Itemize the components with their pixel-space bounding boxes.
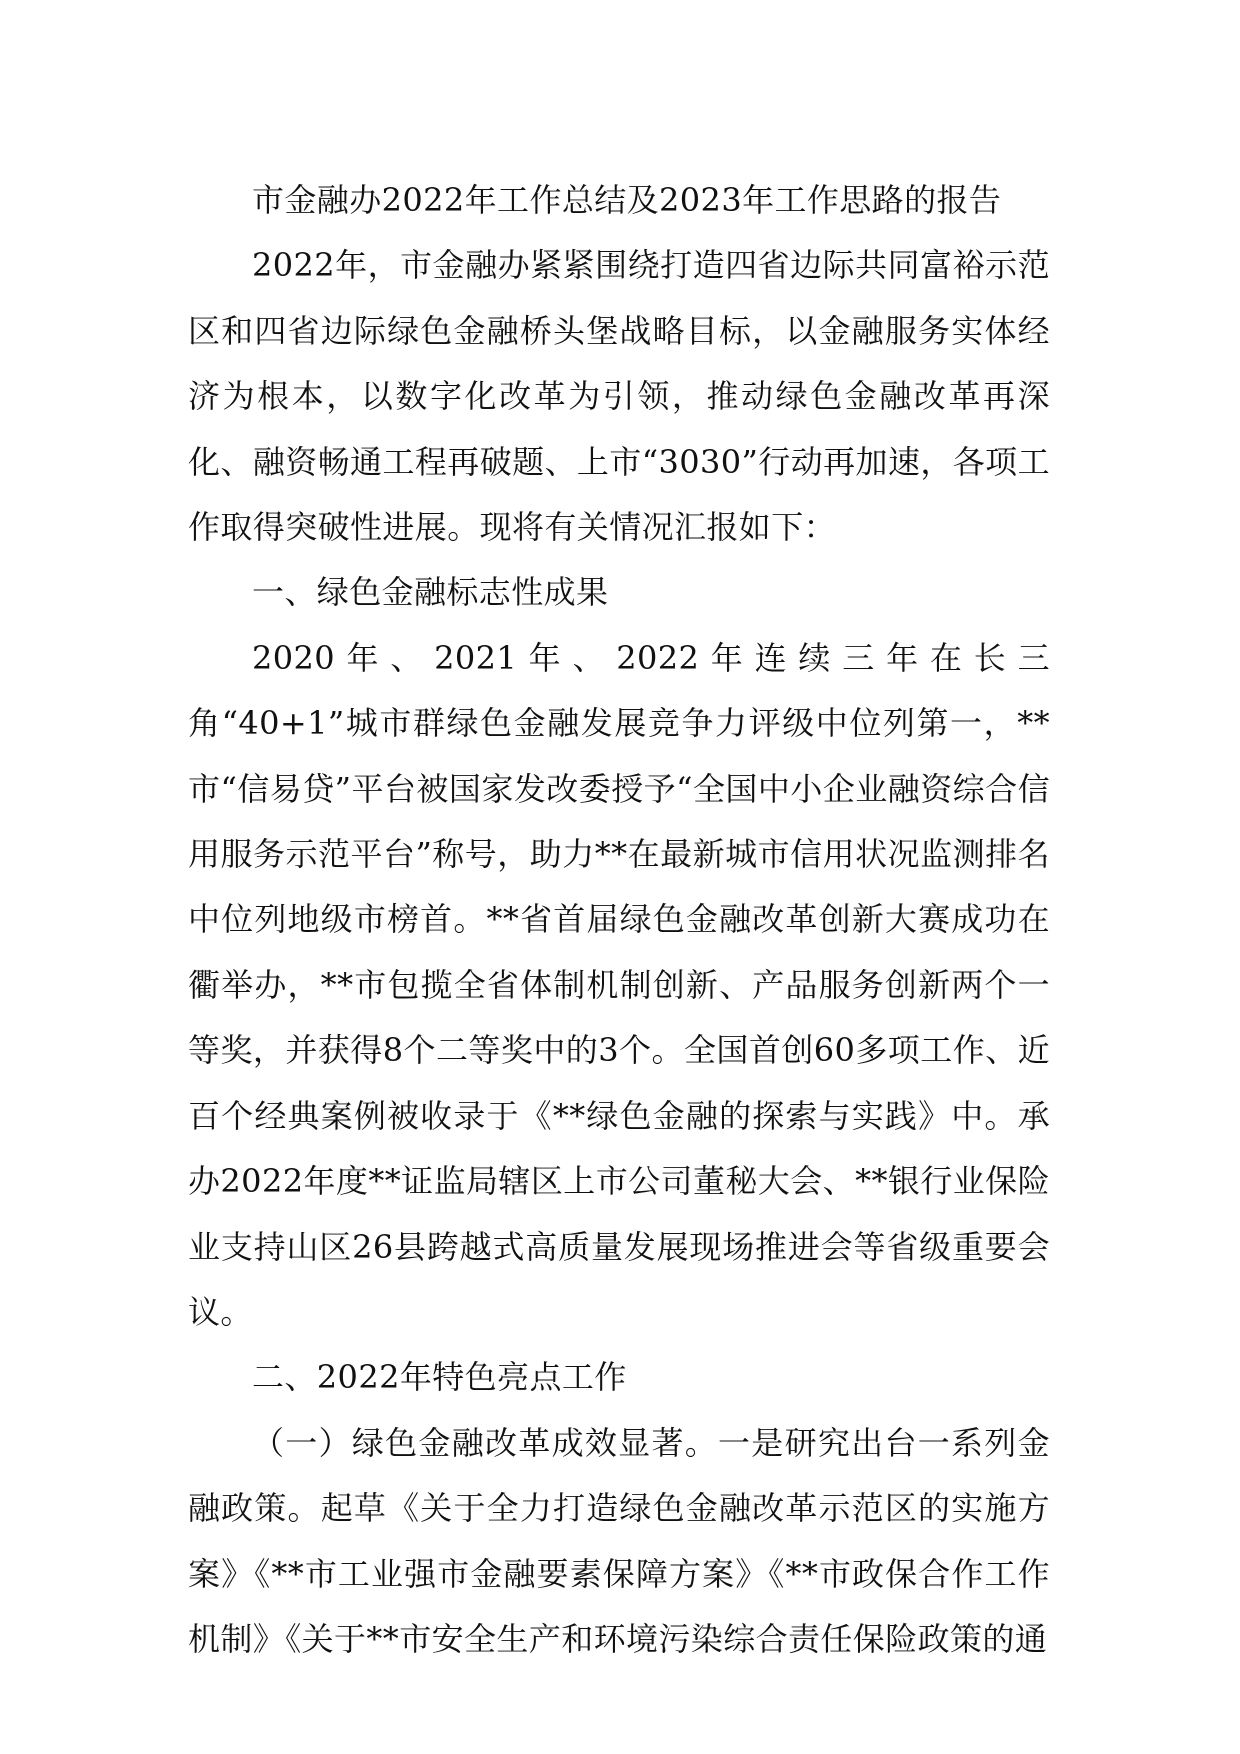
document-title: 市金融办2022年工作总结及2023年工作思路的报告 — [252, 181, 1002, 219]
document-body — [188, 168, 1050, 1672]
intro-paragraph: 2022年，市金融办紧紧围绕打造四省边际共同富裕示范区和四省边际绿色金融桥头堡战略目标，以金融服务实体经济为根本，以数字化改革为引领，推动绿色金融改革再深化、融资畅通工程再破题、上市“3030”行动再加速，各项工作取得突破性进展。现将有关情况汇报如下： — [188, 246, 1050, 547]
section-1-paragraph: 2020年、2021年、2022年连续三年在长三角“40+1”城市群绿色金融发展竞争力评级中位列第一，**市“信易贷”平台被国家发改委授予“全国中小企业融资综合信用服务示范平台”称号，助力**在最新城市信用状况监测排名中位列地级市榜首。**省首届绿色金融改革创新大赛成功在衢举办，**市包揽全省体制机制创新、产品服务创新两个一等奖，并获得8个二等奖中的3个。全国首创60多项工作、近百个经典案例被收录于《**绿色金融的探索与实践》中。承办2022年度**证监局辖区上市公司董秘大会、**银行业保险业支持山区26县跨越式高质量发展现场推进会等省级重要会议。 — [188, 638, 1050, 1331]
section-heading-1: 一、绿色金融标志性成果 — [252, 573, 609, 612]
section-2-paragraph: （一）绿色金融改革成效显著。一是研究出台一系列金融政策。起草《关于全力打造绿色金融改革示范区的实施方案》《**市工业强市金融要素保障方案》《**市政保合作工作机制》《关于**市安全生产和环境污染综合责任保险政策的通 — [188, 1423, 1050, 1658]
section-heading-2: 二、2022年特色亮点工作 — [252, 1358, 627, 1397]
